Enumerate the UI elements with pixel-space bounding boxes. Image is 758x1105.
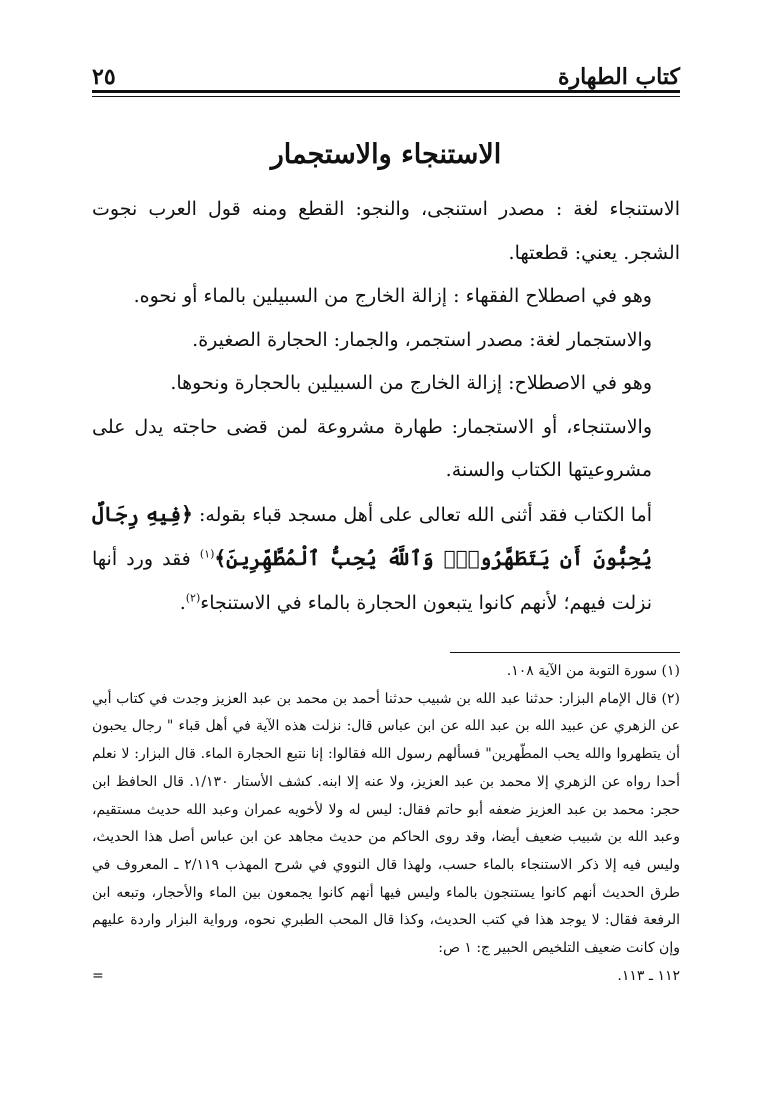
header-rule-thin [92,96,680,97]
paragraph-fiqh-definition: وهو في اصطلاح الفقهاء : إزالة الخارج من السبيلين بالماء أو نحوه. [133,285,652,307]
continuation-mark: = [92,967,104,984]
running-title: كتاب الطهارة [557,64,680,90]
paragraph-period: . [179,591,186,614]
footnote-ref-1[interactable]: (١) [199,547,215,561]
paragraph-istijmar-definition: والاستجمار لغة: مصدر استجمر، والجمار: الحجارة الصغيرة. [192,328,652,351]
footnote-ref-2[interactable]: (٢) [185,591,201,605]
quran-verse: ﴿فِيهِ رِجَالٌ يُحِبُّونَ أَن يَتَطَهَّرُواْۚ وَٱللَّهُ يُحِبُّ ٱلْمُطَّهِّرِينَ﴾ [92,501,652,570]
paragraph-definition-istinja: الاستنجاء لغة : مصدر استنجى، والنجو: القطع ومنه قول العرب نجوت الشجر. يعني: قطعتها. [92,198,680,264]
paragraph-legitimacy: والاستنجاء، أو الاستجمار: طهارة مشروعة لمن قضى حاجته يدل على مشروعيتها الكتاب والسنة. [92,415,652,481]
header-rule [92,90,680,93]
paragraph-istilah-definition: وهو في الاصطلاح: إزالة الخارج من السبيلين بالحجارة ونحوها. [170,372,652,394]
footnote-2-pages: ١١٢ ـ ١١٣. [617,967,680,984]
footnote-1: (١) سورة التوبة من الآية ١٠٨. [506,663,680,679]
footnote-2-end [92,963,680,991]
page-number: ٢٥ [92,64,116,90]
body-text [92,188,680,625]
running-header [92,52,680,90]
footnotes [92,658,680,990]
footnote-2: (٢) قال الإمام البزار: حدثنا عبد الله بن شبيب حدثنا أحمد بن محمد بن عبد العزيز وجدت في كتاب أبي عن الزهري عن عبيد الله بن عبد الله عن ابن عباس قال: نزلت هذه الآية في أهل قباء " رجال يحبون أن يتطهروا والله يحب المطّهرين" فسألهم رسول الله فقالوا: إنا نتبع الحجارة الماء. قال البزار: لا نعلم أحدا رواه عن الزهري إلا محمد بن عبد العزيز، ولا عنه إلا ابنه. كشف الأستار ١/١٣٠. قال الحافظ ابن حجر: محمد بن عبد العزيز ضعفه أبو حاتم فقال: ليس له ولا لأخويه عمران وعبد الله حديث مستقيم، وعبد الله بن شبيب ضعيف أيضا، وقد روى الحاكم من حديث مجاهد عن ابن عباس أصل هذا الحديث، وليس فيه إلا ذكر الاستنجاء بالماء حسب، ولهذا قال النووي في شرح المهذب ٢/١١٩ ـ المعروف في طرق الحديث أنهم كانوا يستنجون بالماء وليس فيها أنهم كانوا يجمعون بين الماء والأحجار، وتبعه ابن الرفعة فقال: لا يوجد هذا في كتب الحديث، وكذا قال المحب الطبري نحوه، ورواية البزار واردة عليهم وإن كانت ضعيف التلخيص الحبير ج: ١ ص: [92,690,680,957]
chapter-title: الاستنجاء والاستجمار [270,139,502,170]
quran-intro: أما الكتاب فقد أثنى الله تعالى على أهل مسجد قباء بقوله: [198,503,652,526]
quran-commentary: فقد ورد أنها نزلت فيهم؛ لأنهم كانوا يتبعون الحجارة بالماء في الاستنجاء [92,548,652,614]
footnote-separator [450,652,680,653]
paragraph-quran-evidence [92,493,680,626]
